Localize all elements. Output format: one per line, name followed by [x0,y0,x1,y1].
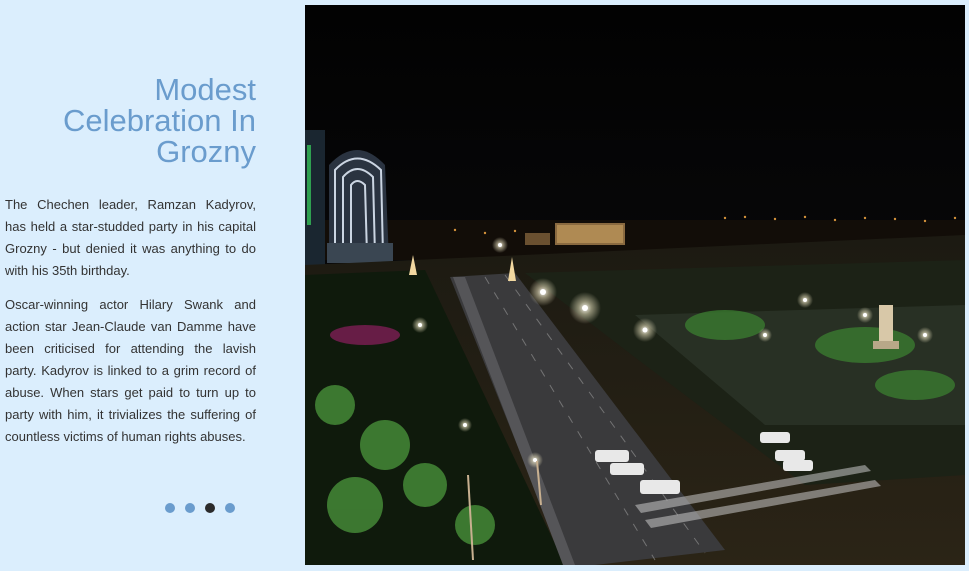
pagination-dot-2[interactable] [185,503,195,513]
slide-pagination [165,503,235,513]
night-city-photo [305,5,965,565]
pagination-dot-3[interactable] [205,503,215,513]
slide-title [5,74,256,167]
slide-title-line-2: Celebration In [62,103,256,138]
slide-paragraph-1: The Chechen leader, Ramzan Kadyrov, has held a star-studded party in his capital Grozny - but denied it was anything to do with his 35th birthday. [5,197,256,278]
slide-title-line-1: Modest [154,72,256,107]
slide-paragraph-2: Oscar-winning actor Hilary Swank and action star Jean-Claude van Damme have been criticised for attending the lavish party. Kadyrov is linked to a grim record of abuse. When stars get paid to turn up to party with him, it trivializes the suffering of countless victims of human rights abuses. [5,297,256,444]
slide-text-panel [5,0,256,571]
pagination-dot-4[interactable] [225,503,235,513]
pagination-dot-1[interactable] [165,503,175,513]
slide-body [5,194,256,460]
slide-title-line-3: Grozny [156,134,256,169]
slide-photo [305,5,965,565]
